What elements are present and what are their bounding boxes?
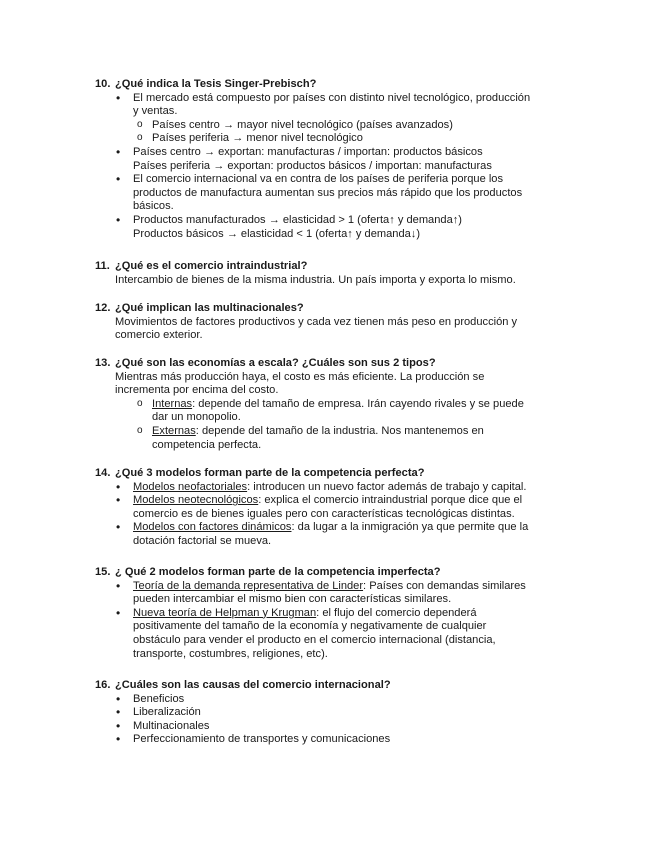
term: Modelos con factores dinámicos [133, 521, 292, 534]
question-number: 16. [95, 679, 111, 691]
question-11 [95, 260, 585, 287]
question-number: 10. [95, 78, 111, 90]
text-line [152, 425, 585, 439]
answer-text: Mientras más producción haya, el costo es más eficiente. La producción se [115, 370, 485, 383]
list-item [95, 693, 585, 707]
text-line: obstáculo para vender el producto en el comercio internacional (distancia, [133, 633, 496, 646]
text-line: y ventas. [133, 105, 178, 118]
question-10 [95, 78, 585, 241]
question-title: ¿Qué 3 modelos forman parte de la competencia perfecta? [115, 467, 425, 479]
definition: : el flujo del comercio dependerá [316, 606, 477, 619]
term: Modelos neotecnológicos [133, 494, 259, 507]
sub-list [95, 119, 585, 146]
text-line: • Beneficios [133, 692, 185, 705]
sub-list-item [95, 119, 585, 133]
question-13 [95, 357, 585, 452]
term: Nueva teoría de Helpman y Krugman [133, 606, 317, 619]
text-line: básicos. [133, 200, 174, 213]
answer-text: Intercambio de bienes de la misma industria. Un país importa y exporta lo mismo. [115, 273, 516, 286]
question-title: ¿ Qué 2 modelos forman parte de la competencia imperfecta? [115, 566, 441, 578]
question-number: 15. [95, 566, 111, 578]
question-number: 12. [95, 302, 111, 314]
text-line: transporte, costumbres, religiones, etc). [133, 647, 328, 660]
question-heading [95, 679, 585, 693]
text-line: Países periferia → exportan: productos básicos / importan: manufacturas [133, 159, 492, 172]
text-line: dotación factorial se mueva. [133, 534, 272, 547]
question-15 [95, 566, 585, 661]
term: Internas [152, 397, 193, 410]
text-line: • Países centro → exportan: manufacturas / importan: productos básicos [133, 145, 483, 158]
text-line [152, 398, 585, 412]
list-item [95, 720, 585, 734]
definition: : depende del tamaño de la industria. Nos mantenemos en [195, 424, 484, 437]
list-item [95, 146, 585, 173]
question-heading [95, 566, 585, 580]
text-line: o Países periferia → menor nivel tecnológico [152, 132, 363, 145]
text-line [133, 580, 585, 594]
sub-list [95, 398, 585, 452]
bullet-list [95, 481, 585, 549]
bullet-list [95, 693, 585, 747]
text-line [133, 607, 585, 621]
text-line: • Liberalización [133, 706, 201, 719]
question-12 [95, 302, 585, 343]
question-title: ¿Qué indica la Tesis Singer-Prebisch? [115, 78, 317, 90]
list-item [95, 173, 585, 214]
text-line: • Perfeccionamiento de transportes y comunicaciones [133, 733, 391, 746]
bullet-list [95, 146, 585, 241]
text-line [133, 481, 585, 495]
text-line [133, 521, 585, 535]
question-14 [95, 467, 585, 549]
question-title: ¿Qué es el comercio intraindustrial? [115, 260, 308, 272]
list-item [95, 521, 585, 548]
question-title: ¿Cuáles son las causas del comercio internacional? [115, 679, 391, 691]
question-number: 14. [95, 467, 111, 479]
definition: : introducen un nuevo factor además de trabajo y capital. [247, 480, 527, 493]
question-title: ¿Qué son las economías a escala? ¿Cuáles son sus 2 tipos? [115, 357, 436, 369]
answer-text: incrementa por encima del costo. [115, 384, 279, 397]
text-line: • Productos manufacturados → elasticidad > 1 (oferta↑ y demanda↑) [133, 213, 462, 226]
definition: : Países con demandas similares [363, 579, 526, 592]
text-line: • Multinacionales [133, 719, 210, 732]
question-heading [95, 467, 585, 481]
text-line: • El mercado está compuesto por países con distinto nivel tecnológico, producción [133, 91, 531, 104]
text-line: pueden intercambiar el mismo bien con características similares. [133, 593, 452, 606]
text-line: comercio es de bienes iguales pero con características tecnológicas distintas. [133, 507, 515, 520]
question-heading [95, 78, 585, 92]
text-line: positivamente del tamaño de la economía y negativamente de cualquier [133, 620, 487, 633]
list-item [95, 92, 585, 119]
text-line [133, 494, 585, 508]
question-heading [95, 260, 585, 274]
question-heading [95, 357, 585, 371]
list-item [95, 733, 585, 747]
sub-list-item [95, 398, 585, 425]
question-number: 13. [95, 357, 111, 369]
sub-list-item [95, 132, 585, 146]
text-line: productos de manufactura aumentan sus precios más rápido que los productos [133, 186, 523, 199]
sub-list-item [95, 425, 585, 452]
list-item [95, 580, 585, 607]
question-number: 11. [95, 260, 110, 272]
term: Modelos neofactoriales [133, 480, 248, 493]
list-item [95, 481, 585, 495]
definition: : da lugar a la inmigración ya que permite que la [291, 521, 529, 534]
bullet-list [95, 92, 585, 119]
term: Externas [152, 424, 196, 437]
list-item [95, 706, 585, 720]
text-line: Productos básicos → elasticidad < 1 (oferta↑ y demanda↓) [133, 227, 421, 240]
answer-text: Movimientos de factores productivos y cada vez tienen más peso en producción y [115, 315, 518, 328]
definition: : depende del tamaño de empresa. Irán cayendo rivales y se puede [192, 397, 524, 410]
bullet-list [95, 580, 585, 662]
text-line: competencia perfecta. [152, 438, 262, 451]
question-16 [95, 679, 585, 747]
answer-text: comercio exterior. [115, 329, 203, 342]
text-line: o Países centro → mayor nivel tecnológico (países avanzados) [152, 118, 453, 131]
text-line: • El comercio internacional va en contra de los países de periferia porque los [133, 173, 503, 186]
term: Teoría de la demanda representativa de Linder [133, 579, 364, 592]
definition: : explica el comercio intraindustrial porque dice que el [258, 494, 523, 507]
list-item [95, 494, 585, 521]
list-item [95, 607, 585, 661]
question-title: ¿Qué implican las multinacionales? [115, 302, 304, 314]
question-heading [95, 302, 585, 316]
list-item [95, 214, 585, 241]
text-line: dar un monopolio. [152, 411, 241, 424]
